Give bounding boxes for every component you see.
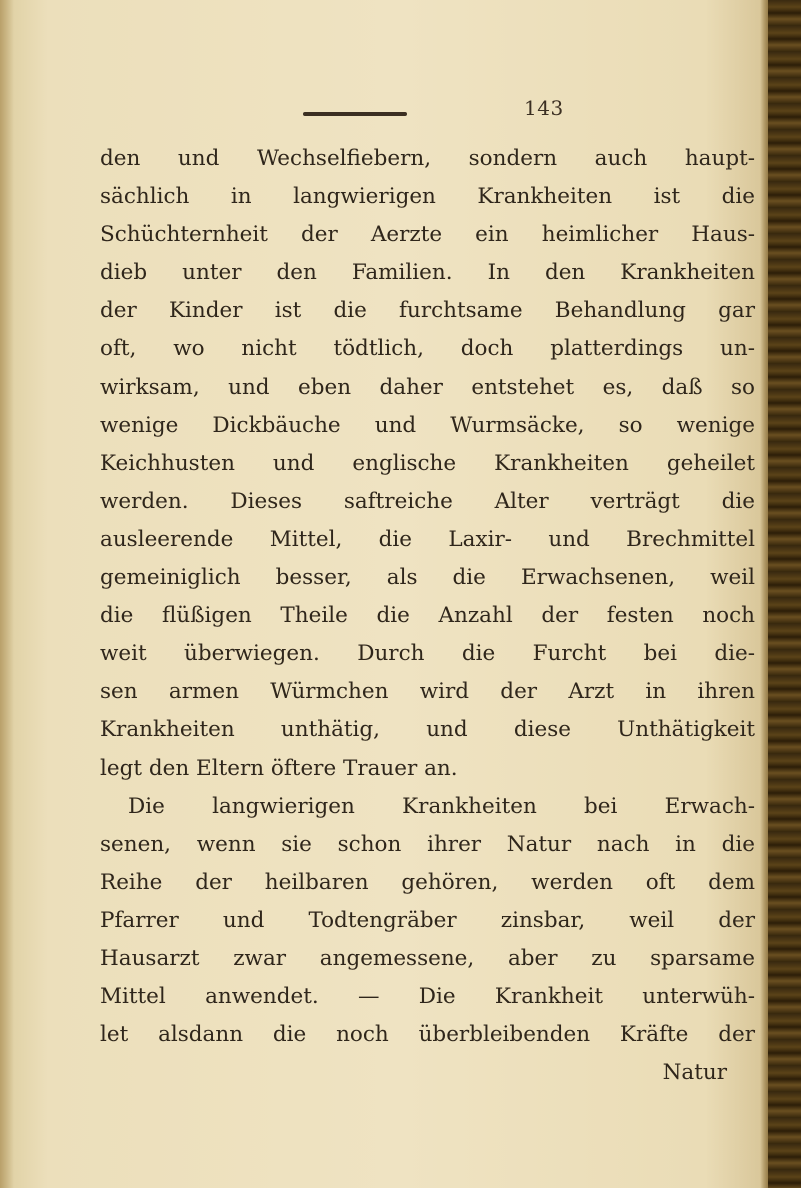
- text-line: Hausarzt zwar angemessene, aber zu sparsame: [100, 945, 755, 971]
- text-line: gemeiniglich besser, als die Erwachsenen, weil: [100, 565, 755, 591]
- text-line: wirksam, und eben daher entstehet es, daß so: [100, 374, 755, 400]
- text-line: Krankheiten unthätig, und diese Unthätigkeit: [100, 717, 755, 743]
- text-line: weit überwiegen. Durch die Furcht bei die-: [100, 641, 755, 667]
- page-gutter-shadow: [0, 0, 14, 1188]
- text-line: sen armen Würmchen wird der Arzt in ihren: [100, 679, 755, 705]
- page-number: 143: [524, 96, 564, 120]
- text-line: senen, wenn sie schon ihrer Natur nach in die: [100, 831, 755, 857]
- text-line: den und Wechselfiebern, sondern auch haupt-: [100, 146, 755, 171]
- text-line: let alsdann die noch überbleibenden Kräfte der: [100, 1022, 755, 1048]
- text-line: legt den Eltern öftere Trauer an.: [100, 755, 458, 781]
- text-line: sächlich in langwierigen Krankheiten ist die: [100, 184, 755, 210]
- text-line: der Kinder ist die furchtsame Behandlung gar: [100, 298, 755, 324]
- text-line: werden. Dieses saftreiche Alter verträgt die: [100, 488, 755, 514]
- text-line: die flüßigen Theile die Anzahl der festen noch: [100, 603, 755, 629]
- text-line: Die langwierigen Krankheiten bei Erwach-: [128, 793, 755, 819]
- catchword: Natur: [662, 1060, 727, 1086]
- body-text: [100, 140, 755, 1092]
- book-binding: [768, 0, 801, 1188]
- text-line: Pfarrer und Todtengräber zinsbar, weil der: [100, 907, 755, 933]
- text-line: Mittel anwendet. — Die Krankheit unterwüh-: [100, 984, 755, 1010]
- text-line: Reihe der heilbaren gehören, werden oft dem: [100, 869, 755, 895]
- text-line: ausleerende Mittel, die Laxir- und Brechmittel: [100, 526, 755, 552]
- text-line: dieb unter den Familien. In den Krankheiten: [100, 260, 755, 286]
- text-line: Keichhusten und englische Krankheiten geheilet: [100, 450, 755, 476]
- text-line: wenige Dickbäuche und Wurmsäcke, so wenige: [100, 412, 755, 438]
- text-line: oft, wo nicht tödtlich, doch platterdings un-: [100, 336, 755, 362]
- text-line: Schüchternheit der Aerzte ein heimlicher Haus-: [100, 222, 755, 248]
- header-rule: [303, 112, 407, 116]
